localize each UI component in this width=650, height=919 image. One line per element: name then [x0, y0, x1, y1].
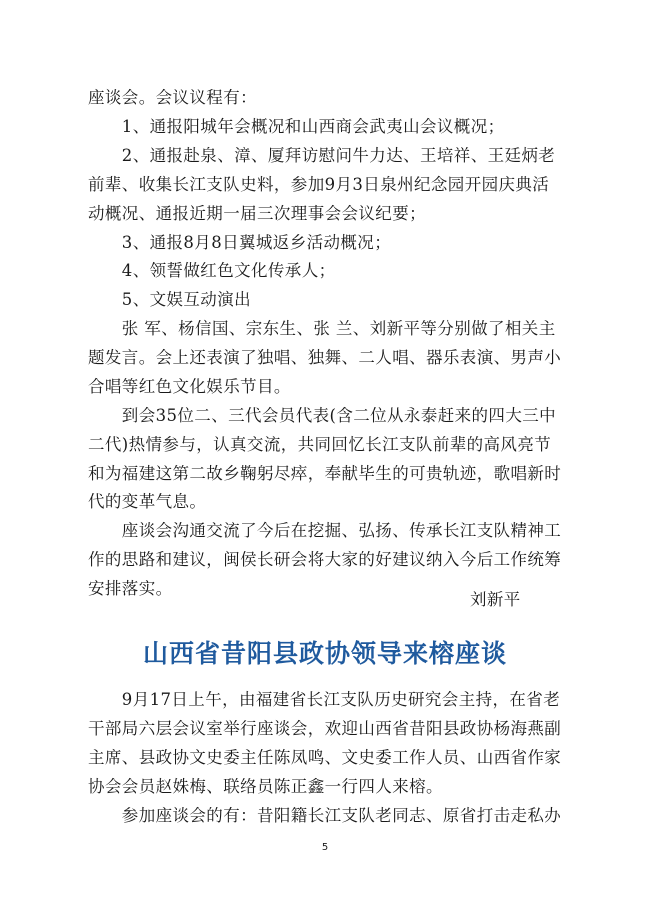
text-line: 张 军、杨信国、宗东生、张 兰、刘新平等分别做了相关主 — [88, 319, 556, 338]
text-line: 3、通报8月8日翼城返乡活动概况； — [88, 233, 392, 252]
text-line: 参加座谈会的有：昔阳籍长江支队老同志、原省打击走私办 — [88, 806, 562, 825]
text-line: 安排落实。 — [88, 579, 173, 598]
text-line: 主席、县政协文史委主任陈凤鸣、文史委工作人员、山西省作家 — [88, 748, 562, 767]
text-line: 4、领誓做红色文化传承人； — [88, 261, 336, 280]
text-line: 座谈会沟通交流了今后在挖掘、弘扬、传承长江支队精神工 — [88, 521, 562, 540]
article-title: 山西省昔阳县政协领导来榕座谈 — [142, 639, 507, 668]
text-line: 干部局六层会议室举行座谈会，欢迎山西省昔阳县政协杨海燕副 — [88, 719, 562, 738]
text-line: 到会35位二、三代会员代表(含二位从永泰赶来的四大三中 — [88, 406, 557, 425]
text-line: 座谈会。会议议程有： — [88, 88, 257, 107]
author-signature: 刘新平 — [470, 590, 521, 609]
text-line: 协会会员赵姝梅、联络员陈正鑫一行四人来榕。 — [88, 777, 443, 796]
page-number: 5 — [321, 842, 329, 853]
text-line: 5、文娱互动演出 — [88, 290, 251, 309]
text-line: 动概况、通报近期一届三次理事会会议纪要； — [88, 204, 426, 223]
text-line: 9月17日上午，由福建省长江支队历史研究会主持，在省老 — [88, 690, 561, 709]
text-line: 二代)热情参与，认真交流，共同回忆长江支队前辈的高风亮节 — [88, 435, 552, 454]
text-line: 前辈、收集长江支队史料，参加9月3日泉州纪念园开园庆典活 — [88, 175, 550, 194]
text-line: 和为福建这第二故乡鞠躬尽瘁，奉献毕生的可贵轨迹，歌唱新时 — [88, 464, 562, 483]
text-line: 1、通报阳城年会概况和山西商会武夷山会议概况； — [88, 117, 505, 136]
text-line: 题发言。会上还表演了独唱、独舞、二人唱、器乐表演、男声小 — [88, 348, 562, 367]
text-line: 代的变革气息。 — [88, 492, 207, 511]
text-line: 合唱等红色文化娱乐节目。 — [88, 377, 291, 396]
text-line: 2、通报赴泉、漳、厦拜访慰问牛力达、王培祥、王廷炳老 — [88, 146, 556, 165]
text-line: 作的思路和建议，闽侯长研会将大家的好建议纳入今后工作统筹 — [88, 550, 562, 569]
